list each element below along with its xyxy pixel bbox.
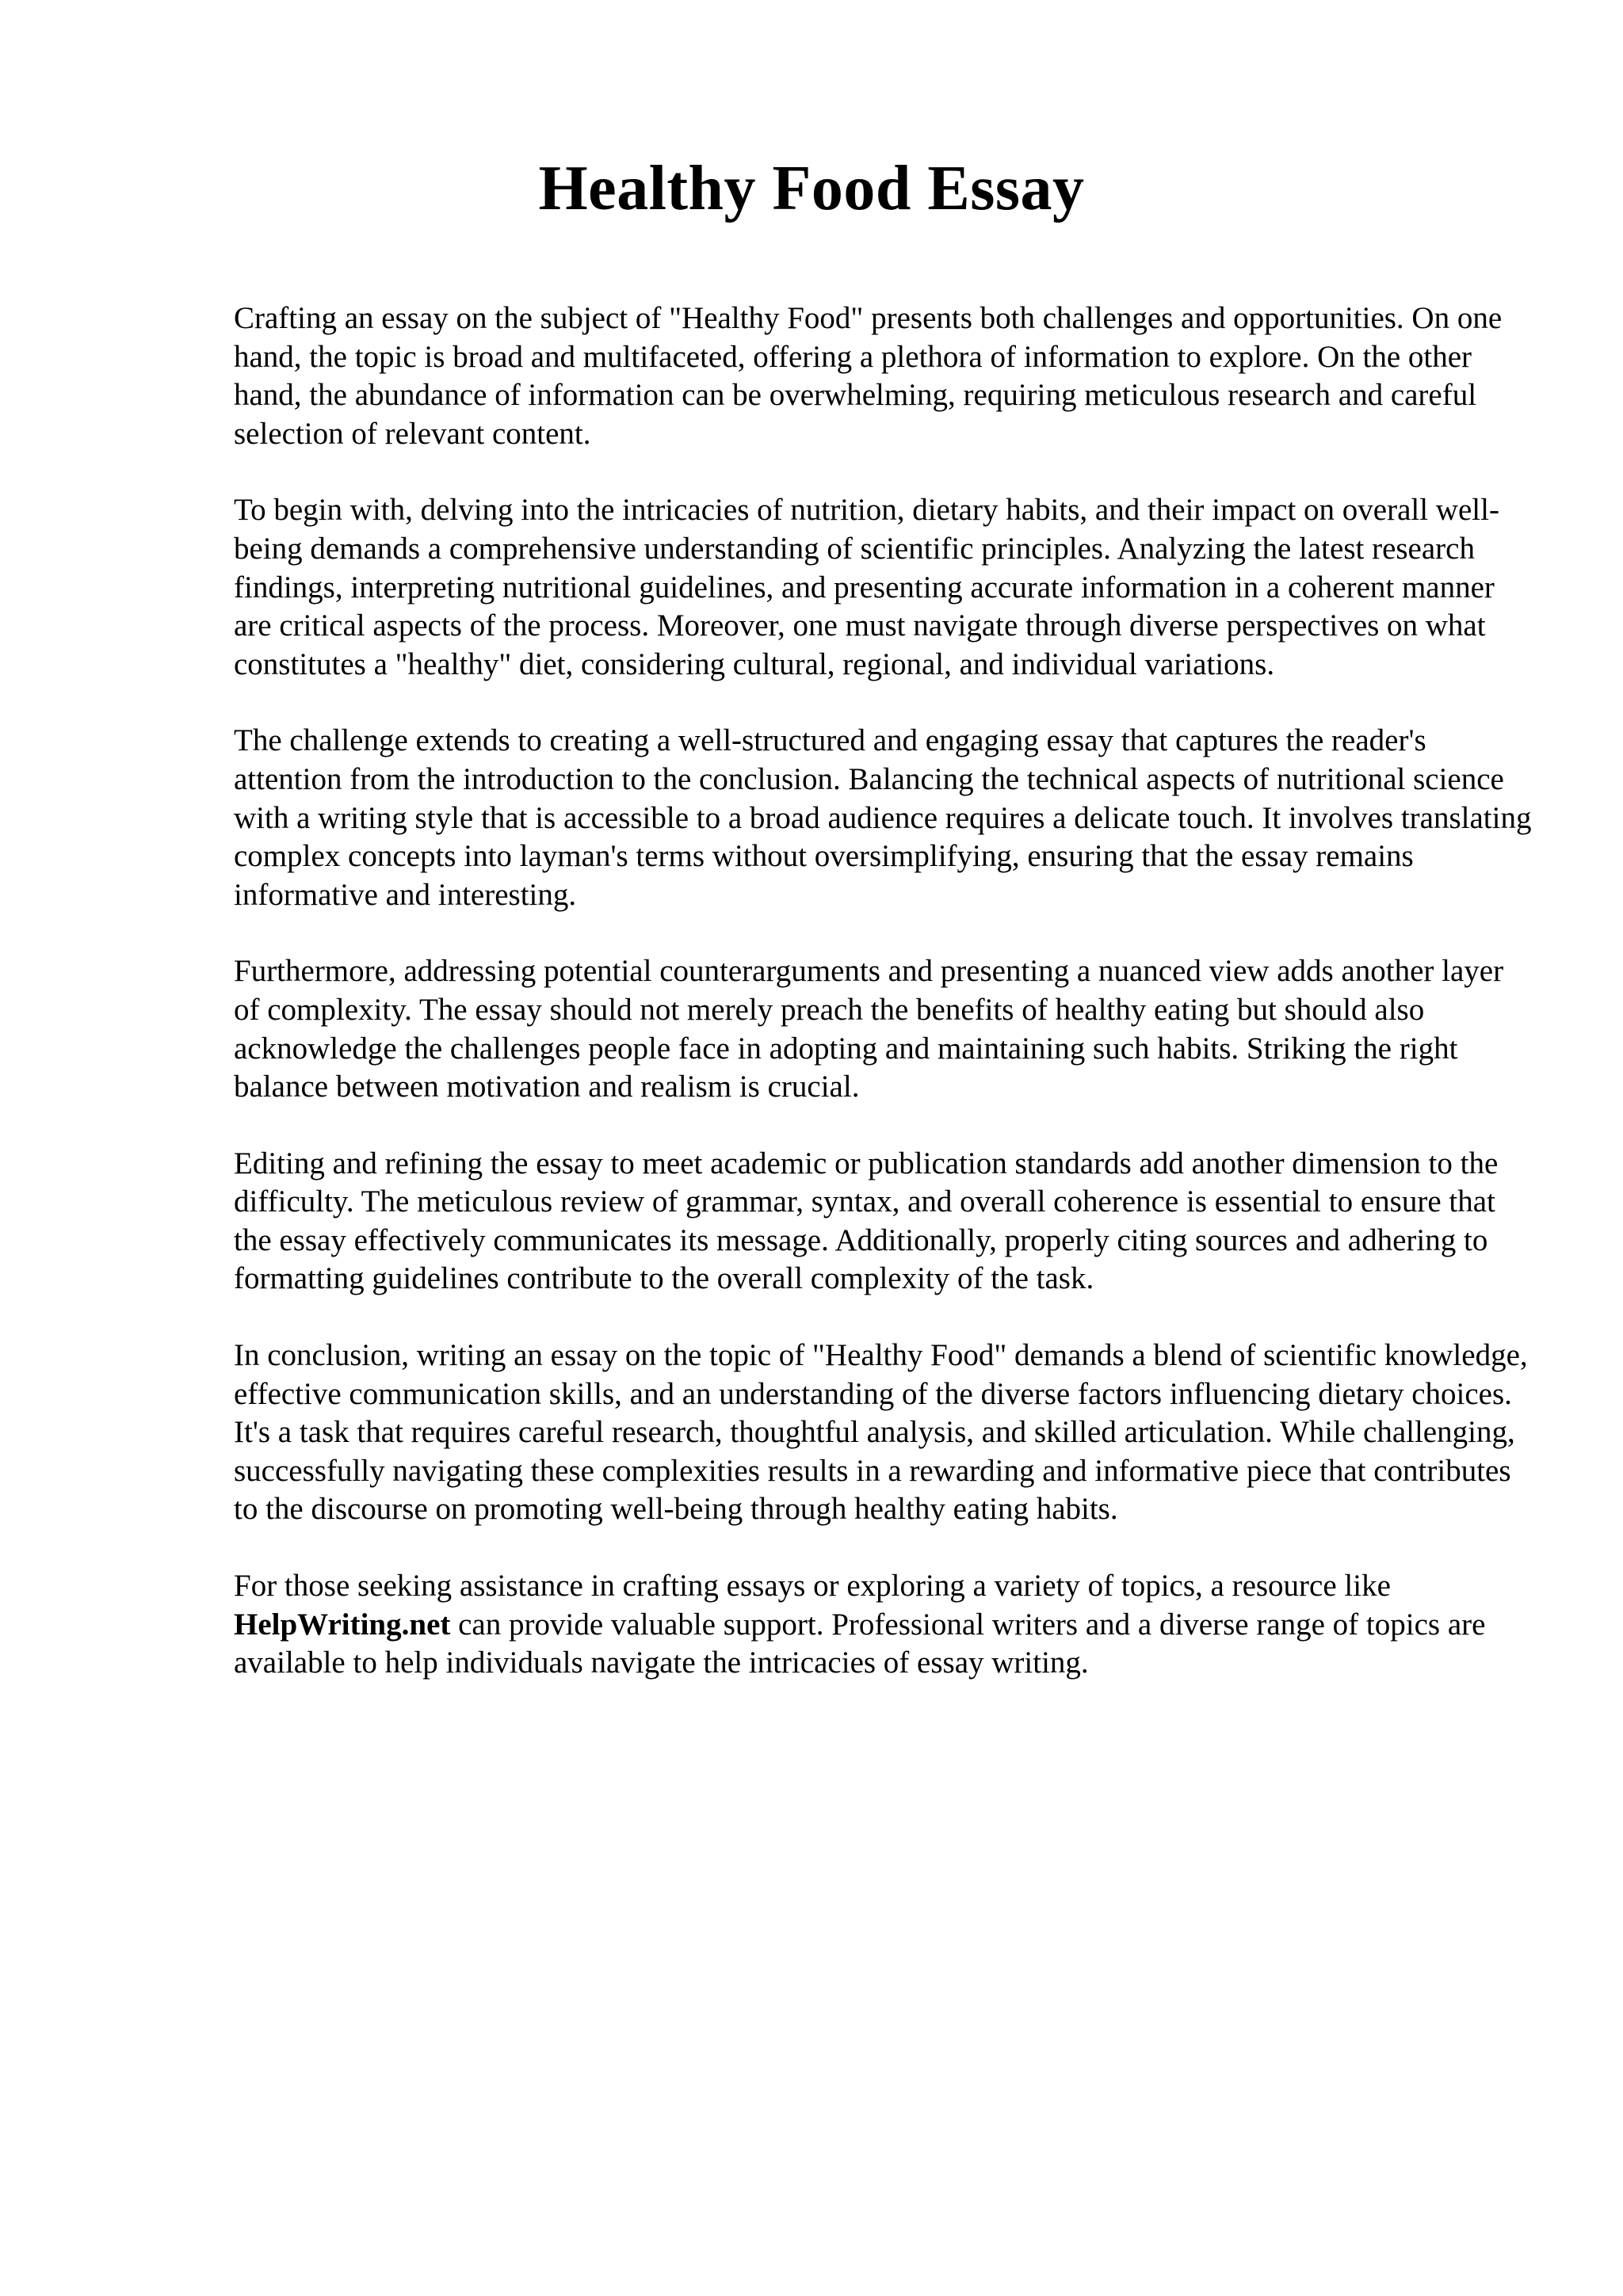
paragraph-closing	[234, 1567, 1533, 1683]
paragraph-editing: Editing and refining the essay to meet academic or publication standards add another dimension to the difficulty. The meticulous review of grammar, syntax, and overall coherence is essential to ensure that the essay effectively communicates its message. Additionally, properly citing sources and adhering to formatting guidelines contribute to the overall complexity of the task.	[234, 1146, 1499, 1296]
paragraph-counterarguments: Furthermore, addressing potential counterarguments and presenting a nuanced view adds another layer of complexity. The essay should not merely preach the benefits of healthy eating but should also acknowledge the challenges people face in adopting and maintaining such habits. Striking the right balance between motivation and realism is crucial.	[234, 954, 1504, 1104]
paragraph-intro: Crafting an essay on the subject of "Healthy Food" presents both challenges and opportunities. On one hand, the topic is broad and multifaceted, offering a plethora of information to explore. On the other hand, the abundance of information can be overwhelming, requiring meticulous research and careful selection of relevant content.	[234, 301, 1503, 451]
paragraph-conclusion: In conclusion, writing an essay on the topic of "Healthy Food" demands a blend of scientific knowledge, effective communication skills, and an understanding of the diverse factors influencing dietary choices. It's a task that requires careful research, thoughtful analysis, and skilled articulation. While challenging, successfully navigating these complexities results in a rewarding and informative piece that contributes to the discourse on promoting well-being through healthy eating habits.	[234, 1338, 1528, 1527]
closing-tail-text: can provide valuable support. Professional writers and a diverse range of topics are available to help individuals navigate the intricacies of essay writing.	[234, 1607, 1486, 1680]
paragraph-nutrition: To begin with, delving into the intricacies of nutrition, dietary habits, and their impact on overall well-being demands a comprehensive understanding of scientific principles. Analyzing the latest research findings, interpreting nutritional guidelines, and presenting accurate information in a coherent manner are critical aspects of the process. Moreover, one must navigate through diverse perspectives on what constitutes a "healthy" diet, considering cultural, regional, and individual variations.	[234, 493, 1499, 681]
essay-body	[234, 299, 1533, 1721]
page-title: Healthy Food Essay	[538, 154, 1085, 223]
paragraph-structure: The challenge extends to creating a well-structured and engaging essay that captures the reader's attention from the introduction to the conclusion. Balancing the technical aspects of nutritional science with a writing style that is accessible to a broad audience requires a delicate touch. It involves translating complex concepts into layman's terms without oversimplifying, ensuring that the essay remains informative and interesting.	[234, 723, 1532, 912]
brand-name: HelpWriting.net	[234, 1607, 451, 1642]
closing-lead-text: For those seeking assistance in crafting essays or exploring a variety of topics, a resource like	[234, 1569, 1391, 1604]
